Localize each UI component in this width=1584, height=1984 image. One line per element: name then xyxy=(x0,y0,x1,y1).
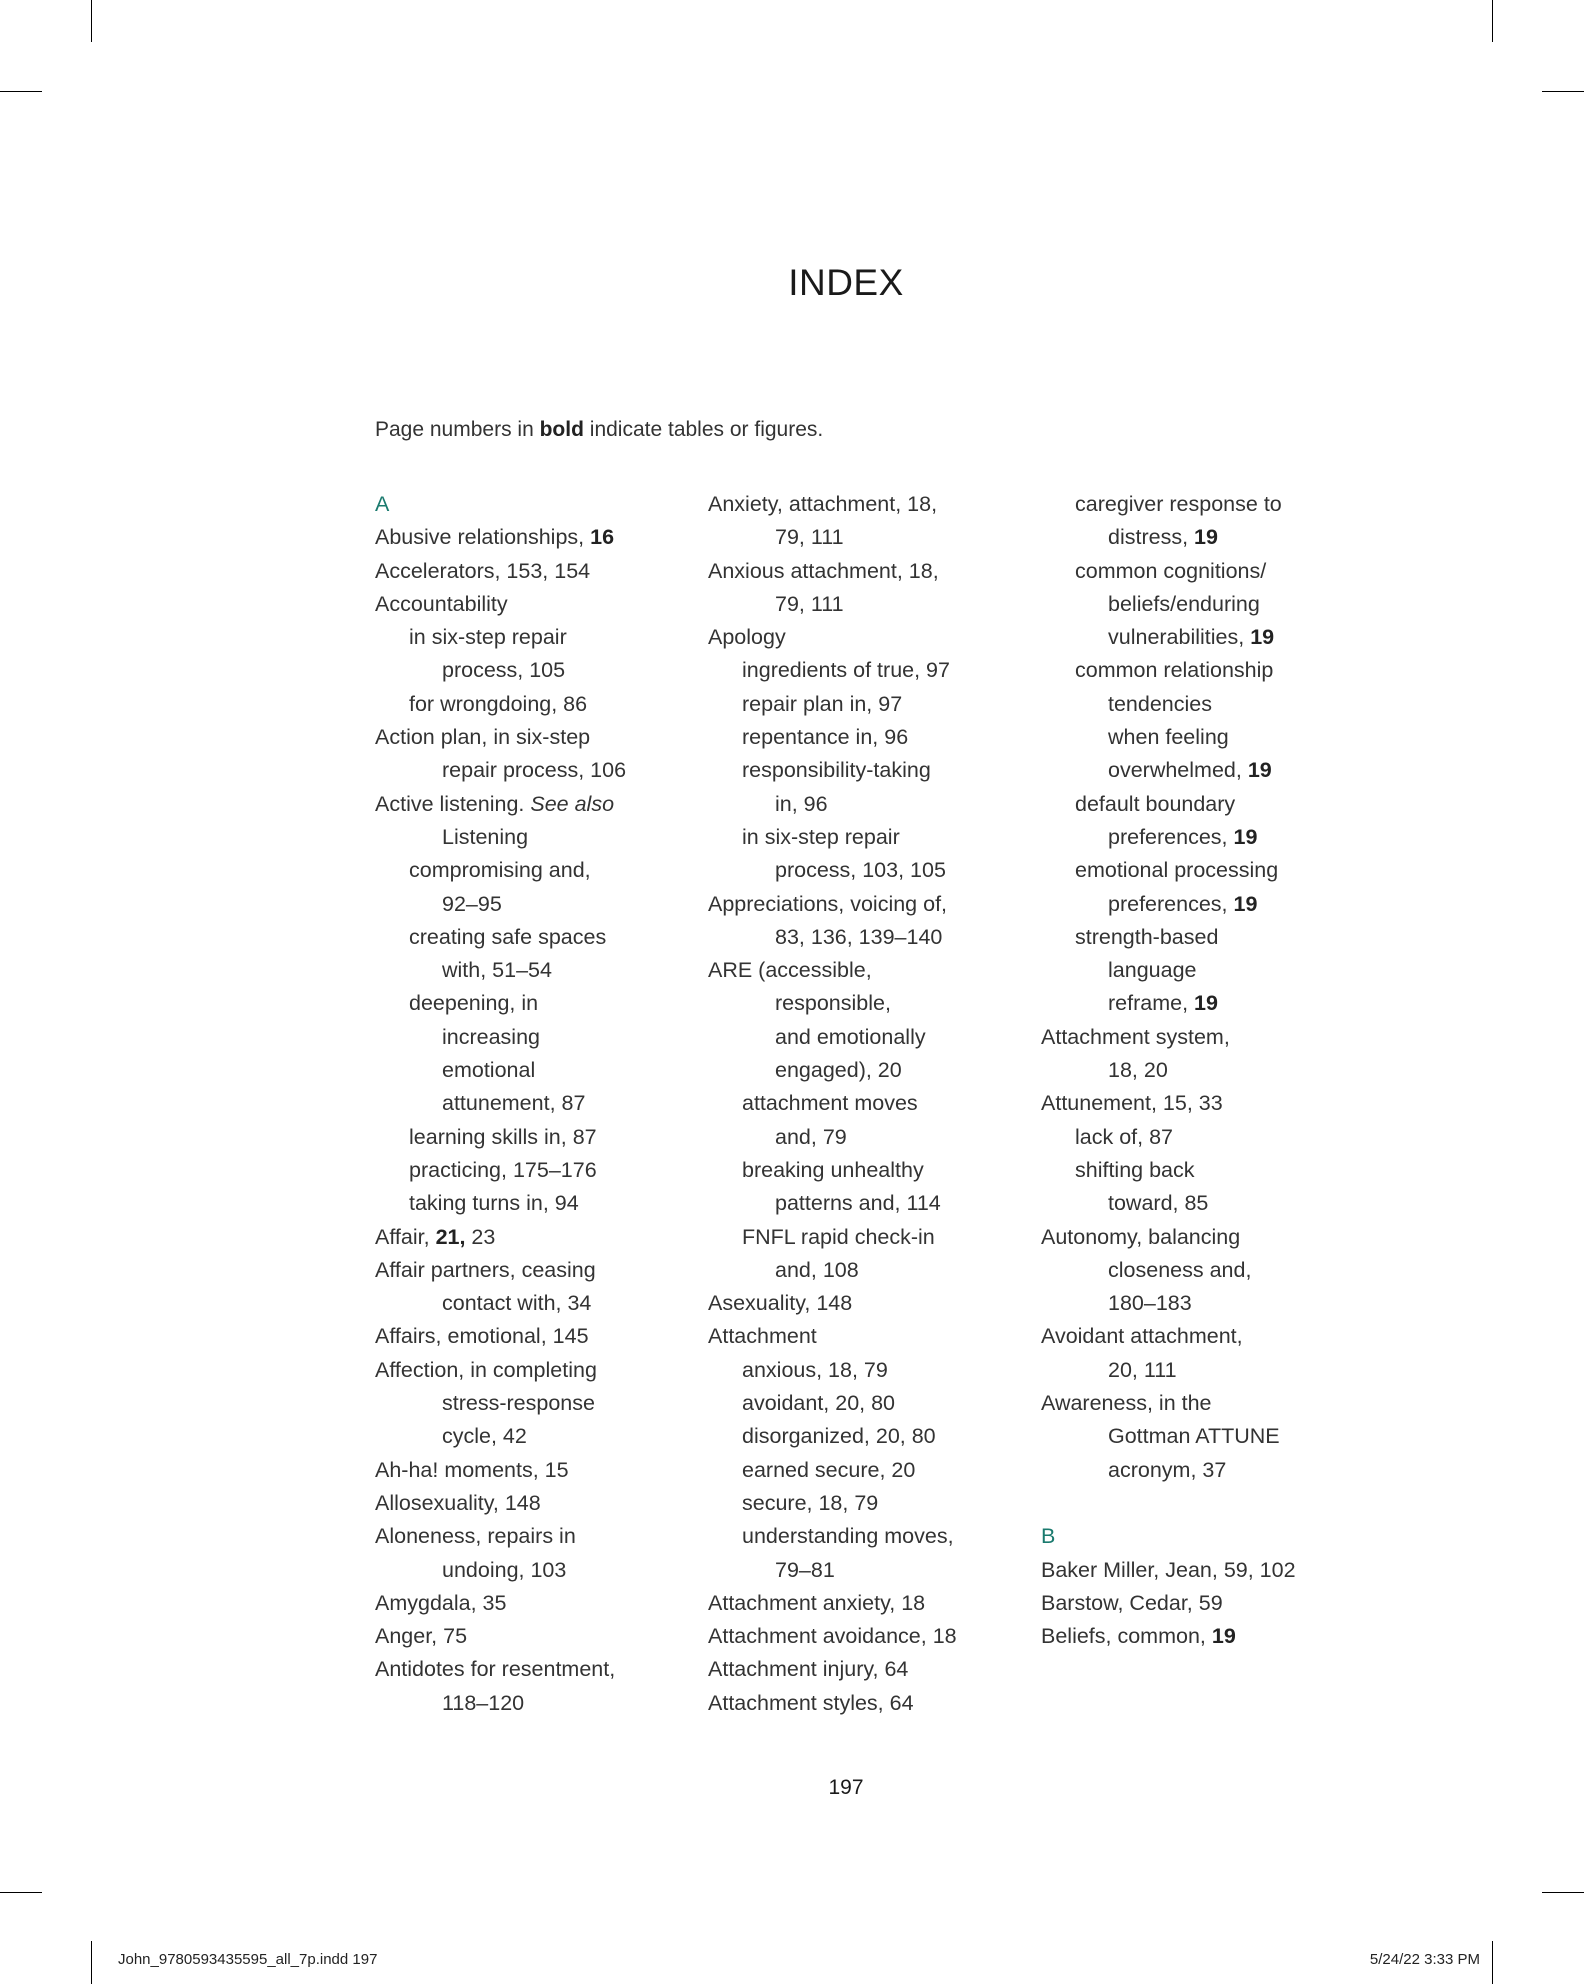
index-entry xyxy=(375,555,695,588)
index-entry-continuation xyxy=(375,1287,695,1320)
index-subentry xyxy=(708,1387,1028,1420)
entry-text: strength-based xyxy=(1075,924,1219,949)
entry-text: Attachment injury, 64 xyxy=(708,1657,909,1682)
index-entry-continuation xyxy=(375,821,695,854)
index-entry-continuation xyxy=(1041,1187,1361,1220)
index-subentry xyxy=(708,1487,1028,1520)
index-entry-continuation xyxy=(1041,721,1361,754)
index-entry xyxy=(708,488,1028,521)
index-entry-continuation xyxy=(1041,987,1361,1020)
index-entry-continuation xyxy=(708,1121,1028,1154)
index-entry xyxy=(375,1587,695,1620)
index-entry-continuation xyxy=(708,987,1028,1020)
entry-text: 79–81 xyxy=(775,1557,835,1582)
entry-text: beliefs/enduring xyxy=(1108,591,1260,616)
index-subentry xyxy=(708,1420,1028,1453)
entry-text: engaged), 20 xyxy=(775,1058,902,1083)
entry-text: Active listening. xyxy=(375,791,531,816)
bold-page-ref: 19 xyxy=(1250,625,1275,650)
entry-text: Barstow, Cedar, 59 xyxy=(1041,1590,1223,1615)
entry-text: Autonomy, balancing xyxy=(1041,1224,1241,1249)
index-entry xyxy=(708,1653,1028,1686)
index-entry xyxy=(1041,1587,1361,1620)
index-entry xyxy=(708,621,1028,654)
entry-text: Aloneness, repairs in xyxy=(375,1524,576,1549)
index-entry-continuation xyxy=(1041,1420,1361,1453)
index-entry xyxy=(375,1454,695,1487)
entry-text: emotional processing xyxy=(1075,858,1279,883)
entry-text: Listening xyxy=(442,824,529,849)
index-entry-continuation xyxy=(1041,821,1361,854)
entry-text: Attachment anxiety, 18 xyxy=(708,1590,926,1615)
index-subentry xyxy=(708,721,1028,754)
letter-heading: B xyxy=(1041,1524,1056,1549)
index-entry xyxy=(375,1320,695,1353)
entry-text: Baker Miller, Jean, 59, 102 xyxy=(1041,1557,1296,1582)
entry-text: when feeling xyxy=(1108,725,1229,750)
index-entry-continuation xyxy=(1041,1287,1361,1320)
slug-datetime: 5/24/22 3:33 PM xyxy=(1369,1951,1480,1968)
index-subentry xyxy=(375,854,695,887)
entry-text: increasing xyxy=(442,1024,540,1049)
bold-page-ref: 21, xyxy=(435,1224,466,1249)
index-entry xyxy=(1041,1087,1361,1120)
bold-page-ref: 19 xyxy=(1247,758,1272,783)
index-entry xyxy=(1041,1221,1361,1254)
index-entry xyxy=(708,888,1028,921)
entry-text: repair process, 106 xyxy=(442,758,627,783)
index-entry xyxy=(375,1653,695,1686)
index-entry-continuation xyxy=(375,888,695,921)
entry-text: Affairs, emotional, 145 xyxy=(375,1324,589,1349)
entry-text: ARE (accessible, xyxy=(708,958,872,983)
entry-text: overwhelmed, xyxy=(1108,758,1248,783)
entry-text: responsibility-taking xyxy=(742,758,931,783)
entry-text: default boundary xyxy=(1075,791,1236,816)
crop-mark-bottom-right-vertical xyxy=(1492,1941,1493,1984)
entry-text: reframe, xyxy=(1108,991,1195,1016)
entry-text: creating safe spaces xyxy=(409,924,607,949)
entry-text: compromising and, xyxy=(409,858,591,883)
entry-text: in six-step repair xyxy=(742,824,900,849)
index-entry xyxy=(375,1221,695,1254)
index-entry-continuation xyxy=(708,1054,1028,1087)
entry-text: Awareness, in the xyxy=(1041,1391,1212,1416)
index-entry xyxy=(375,521,695,554)
index-entry xyxy=(1041,1021,1361,1054)
entry-text: with, 51–54 xyxy=(442,958,552,983)
index-entry xyxy=(375,588,695,621)
index-entry xyxy=(375,788,695,821)
index-entry-continuation xyxy=(375,654,695,687)
entry-text: in six-step repair xyxy=(409,625,567,650)
entry-text: 79, 111 xyxy=(775,525,844,550)
entry-text: Attunement, 15, 33 xyxy=(1041,1091,1223,1116)
entry-text: deepening, in xyxy=(409,991,539,1016)
index-subentry xyxy=(708,821,1028,854)
index-entry-continuation xyxy=(1041,754,1361,787)
crop-mark-top-right-horizontal xyxy=(1542,91,1584,92)
entry-text: repentance in, 96 xyxy=(742,725,909,750)
index-entry xyxy=(375,1254,695,1287)
entry-text: vulnerabilities, xyxy=(1108,625,1251,650)
entry-text: FNFL rapid check-in xyxy=(742,1224,935,1249)
index-entry-continuation xyxy=(375,754,695,787)
index-entry xyxy=(375,1354,695,1387)
slug-filename: John_9780593435595_all_7p.indd 197 xyxy=(118,1951,378,1968)
intro-text-after: indicate tables or figures. xyxy=(583,418,824,441)
index-subentry xyxy=(375,1187,695,1220)
crop-mark-top-right-vertical xyxy=(1492,0,1493,42)
section-spacer xyxy=(1041,1487,1361,1520)
intro-text-bold: bold xyxy=(539,418,584,441)
entry-text: language xyxy=(1108,958,1197,983)
entry-text: ingredients of true, 97 xyxy=(742,658,950,683)
entry-text: Gottman ATTUNE xyxy=(1108,1424,1280,1449)
index-entry-continuation xyxy=(375,1054,695,1087)
crop-mark-top-left-vertical xyxy=(91,0,92,42)
index-entry xyxy=(375,1620,695,1653)
index-entry-continuation xyxy=(375,1554,695,1587)
index-subentry xyxy=(1041,555,1361,588)
index-entry-continuation xyxy=(1041,1054,1361,1087)
entry-text: attachment moves xyxy=(742,1091,918,1116)
entry-text: common cognitions/ xyxy=(1075,558,1267,583)
entry-text: for wrongdoing, 86 xyxy=(409,691,588,716)
index-entry xyxy=(708,1320,1028,1353)
index-entry-continuation xyxy=(375,1420,695,1453)
index-entry-continuation xyxy=(375,954,695,987)
index-subentry xyxy=(708,754,1028,787)
entry-text: Action plan, in six-step xyxy=(375,725,591,750)
index-subentry xyxy=(1041,1121,1361,1154)
entry-text: learning skills in, 87 xyxy=(409,1124,597,1149)
index-entry xyxy=(708,954,1028,987)
entry-text: repair plan in, 97 xyxy=(742,691,903,716)
bold-page-ref: 19 xyxy=(1211,1624,1236,1649)
entry-text: preferences, xyxy=(1108,824,1234,849)
entry-text: Antidotes for resentment, xyxy=(375,1657,616,1682)
index-entry xyxy=(375,1520,695,1553)
entry-text: closeness and, xyxy=(1108,1257,1252,1282)
index-subentry xyxy=(1041,854,1361,887)
entry-text: patterns and, 114 xyxy=(775,1191,941,1216)
entry-text: Allosexuality, 148 xyxy=(375,1490,541,1515)
index-entry-continuation xyxy=(1041,588,1361,621)
index-entry-continuation xyxy=(708,1254,1028,1287)
index-subentry xyxy=(1041,488,1361,521)
index-entry-continuation xyxy=(708,788,1028,821)
index-subentry xyxy=(708,1221,1028,1254)
index-entry xyxy=(708,555,1028,588)
crop-mark-bottom-right-horizontal xyxy=(1542,1892,1584,1893)
bold-page-ref: 19 xyxy=(1194,525,1218,550)
entry-text: Amygdala, 35 xyxy=(375,1590,507,1615)
entry-text: process, 105 xyxy=(442,658,566,683)
entry-text: emotional xyxy=(442,1058,536,1083)
entry-text: Accelerators, 153, 154 xyxy=(375,558,591,583)
index-entry xyxy=(708,1620,1028,1653)
index-subentry xyxy=(708,1520,1028,1553)
bold-page-ref: 19 xyxy=(1233,891,1258,916)
entry-text: Abusive relationships, xyxy=(375,525,591,550)
entry-text: undoing, 103 xyxy=(442,1557,567,1582)
index-entry-continuation xyxy=(1041,954,1361,987)
index-column-2 xyxy=(708,488,1028,1720)
page-title: INDEX xyxy=(788,262,904,303)
index-subentry xyxy=(375,688,695,721)
entry-text: practicing, 175–176 xyxy=(409,1157,597,1182)
bold-page-ref: 19 xyxy=(1233,824,1258,849)
index-entry-continuation xyxy=(708,521,1028,554)
index-subentry xyxy=(708,1154,1028,1187)
index-column-3 xyxy=(1041,488,1361,1653)
index-entry-continuation xyxy=(1041,1454,1361,1487)
entry-text: preferences, xyxy=(1108,891,1234,916)
index-entry-continuation xyxy=(1041,1354,1361,1387)
index-subentry xyxy=(708,1354,1028,1387)
index-subentry xyxy=(375,1154,695,1187)
letter-heading: A xyxy=(375,492,390,516)
index-entry xyxy=(375,1487,695,1520)
index-entry xyxy=(1041,1620,1361,1653)
index-subentry xyxy=(1041,1154,1361,1187)
index-subentry xyxy=(708,688,1028,721)
cross-reference: See also xyxy=(530,791,615,816)
entry-text: Affair, xyxy=(375,1224,436,1249)
entry-text: distress, xyxy=(1108,525,1195,550)
entry-text: 23 xyxy=(465,1224,496,1249)
entry-text: process, 103, 105 xyxy=(775,858,946,883)
entry-text: Asexuality, 148 xyxy=(708,1291,853,1316)
entry-text: attunement, 87 xyxy=(442,1091,586,1116)
index-entry-continuation xyxy=(708,1021,1028,1054)
index-entry-continuation xyxy=(708,921,1028,954)
entry-text: and, 79 xyxy=(775,1124,847,1149)
entry-text: Anger, 75 xyxy=(375,1624,468,1649)
entry-text: Attachment styles, 64 xyxy=(708,1690,914,1715)
index-entry-continuation xyxy=(375,1387,695,1420)
index-entry xyxy=(708,1287,1028,1320)
bold-page-ref: 16 xyxy=(590,525,615,550)
entry-text: 20, 111 xyxy=(1108,1357,1177,1382)
index-entry-continuation xyxy=(1041,1254,1361,1287)
entry-text: 118–120 xyxy=(442,1690,525,1715)
crop-mark-bottom-left-vertical xyxy=(91,1941,92,1984)
index-subentry xyxy=(708,1087,1028,1120)
index-subentry xyxy=(708,1454,1028,1487)
entry-text: Ah-ha! moments, 15 xyxy=(375,1457,569,1482)
index-entry-continuation xyxy=(375,1687,695,1720)
entry-text: Attachment xyxy=(708,1324,817,1349)
entry-text: disorganized, 20, 80 xyxy=(742,1424,936,1449)
entry-text: shifting back xyxy=(1075,1157,1195,1182)
intro-note xyxy=(375,418,823,442)
index-subentry xyxy=(1041,788,1361,821)
entry-text: Attachment system, xyxy=(1041,1024,1230,1049)
index-entry xyxy=(708,1687,1028,1720)
index-entry-continuation xyxy=(1041,888,1361,921)
entry-text: 79, 111 xyxy=(775,591,844,616)
crop-mark-top-left-horizontal xyxy=(0,91,42,92)
index-entry-continuation xyxy=(708,1554,1028,1587)
index-subentry xyxy=(1041,921,1361,954)
index-entry-continuation xyxy=(375,1087,695,1120)
index-entry-continuation xyxy=(708,588,1028,621)
index-subentry xyxy=(375,1121,695,1154)
entry-text: anxious, 18, 79 xyxy=(742,1357,888,1382)
index-entry xyxy=(1041,1554,1361,1587)
entry-text: taking turns in, 94 xyxy=(409,1191,579,1216)
intro-text-before: Page numbers in xyxy=(375,418,540,441)
index-entry-continuation xyxy=(1041,521,1361,554)
entry-text: 92–95 xyxy=(442,891,502,916)
page-number: 197 xyxy=(828,1776,864,1799)
entry-text: avoidant, 20, 80 xyxy=(742,1391,896,1416)
index-entry-continuation xyxy=(708,854,1028,887)
entry-text: lack of, 87 xyxy=(1075,1124,1173,1149)
index-entry-continuation xyxy=(708,1187,1028,1220)
entry-text: and, 108 xyxy=(775,1257,859,1282)
index-entry xyxy=(1041,1387,1361,1420)
index-entry xyxy=(708,1587,1028,1620)
entry-text: toward, 85 xyxy=(1108,1191,1209,1216)
index-entry-continuation xyxy=(1041,688,1361,721)
index-column-1 xyxy=(375,488,695,1720)
entry-text: secure, 18, 79 xyxy=(742,1490,879,1515)
index-subentry xyxy=(375,621,695,654)
entry-text: contact with, 34 xyxy=(442,1291,592,1316)
entry-text: Anxiety, attachment, 18, xyxy=(708,492,938,516)
entry-text: and emotionally xyxy=(775,1024,926,1049)
entry-text: understanding moves, xyxy=(742,1524,954,1549)
entry-text: Anxious attachment, 18, xyxy=(708,558,939,583)
entry-text: 18, 20 xyxy=(1108,1058,1168,1083)
entry-text: 83, 136, 139–140 xyxy=(775,924,943,949)
index-subentry xyxy=(1041,654,1361,687)
entry-text: 180–183 xyxy=(1108,1291,1192,1316)
index-subentry xyxy=(708,654,1028,687)
entry-text: Appreciations, voicing of, xyxy=(708,891,948,916)
entry-text: Avoidant attachment, xyxy=(1041,1324,1243,1349)
index-subentry xyxy=(375,921,695,954)
index-entry-continuation xyxy=(1041,621,1361,654)
entry-text: Affair partners, ceasing xyxy=(375,1257,596,1282)
entry-text: in, 96 xyxy=(775,791,828,816)
entry-text: earned secure, 20 xyxy=(742,1457,916,1482)
entry-text: responsible, xyxy=(775,991,891,1016)
entry-text: cycle, 42 xyxy=(442,1424,527,1449)
entry-text: breaking unhealthy xyxy=(742,1157,924,1182)
entry-text: Beliefs, common, xyxy=(1041,1624,1212,1649)
entry-text: common relationship xyxy=(1075,658,1274,683)
entry-text: tendencies xyxy=(1108,691,1212,716)
index-entry-continuation xyxy=(375,1021,695,1054)
entry-text: Attachment avoidance, 18 xyxy=(708,1624,957,1649)
index-entry xyxy=(375,721,695,754)
entry-text: Apology xyxy=(708,625,786,650)
index-entry xyxy=(1041,1320,1361,1353)
entry-text: caregiver response to xyxy=(1075,492,1282,516)
entry-text: Affection, in completing xyxy=(375,1357,597,1382)
index-subentry xyxy=(375,987,695,1020)
crop-mark-bottom-left-horizontal xyxy=(0,1892,42,1893)
entry-text: stress-response xyxy=(442,1391,595,1416)
bold-page-ref: 19 xyxy=(1194,991,1218,1016)
entry-text: acronym, 37 xyxy=(1108,1457,1227,1482)
entry-text: Accountability xyxy=(375,591,508,616)
